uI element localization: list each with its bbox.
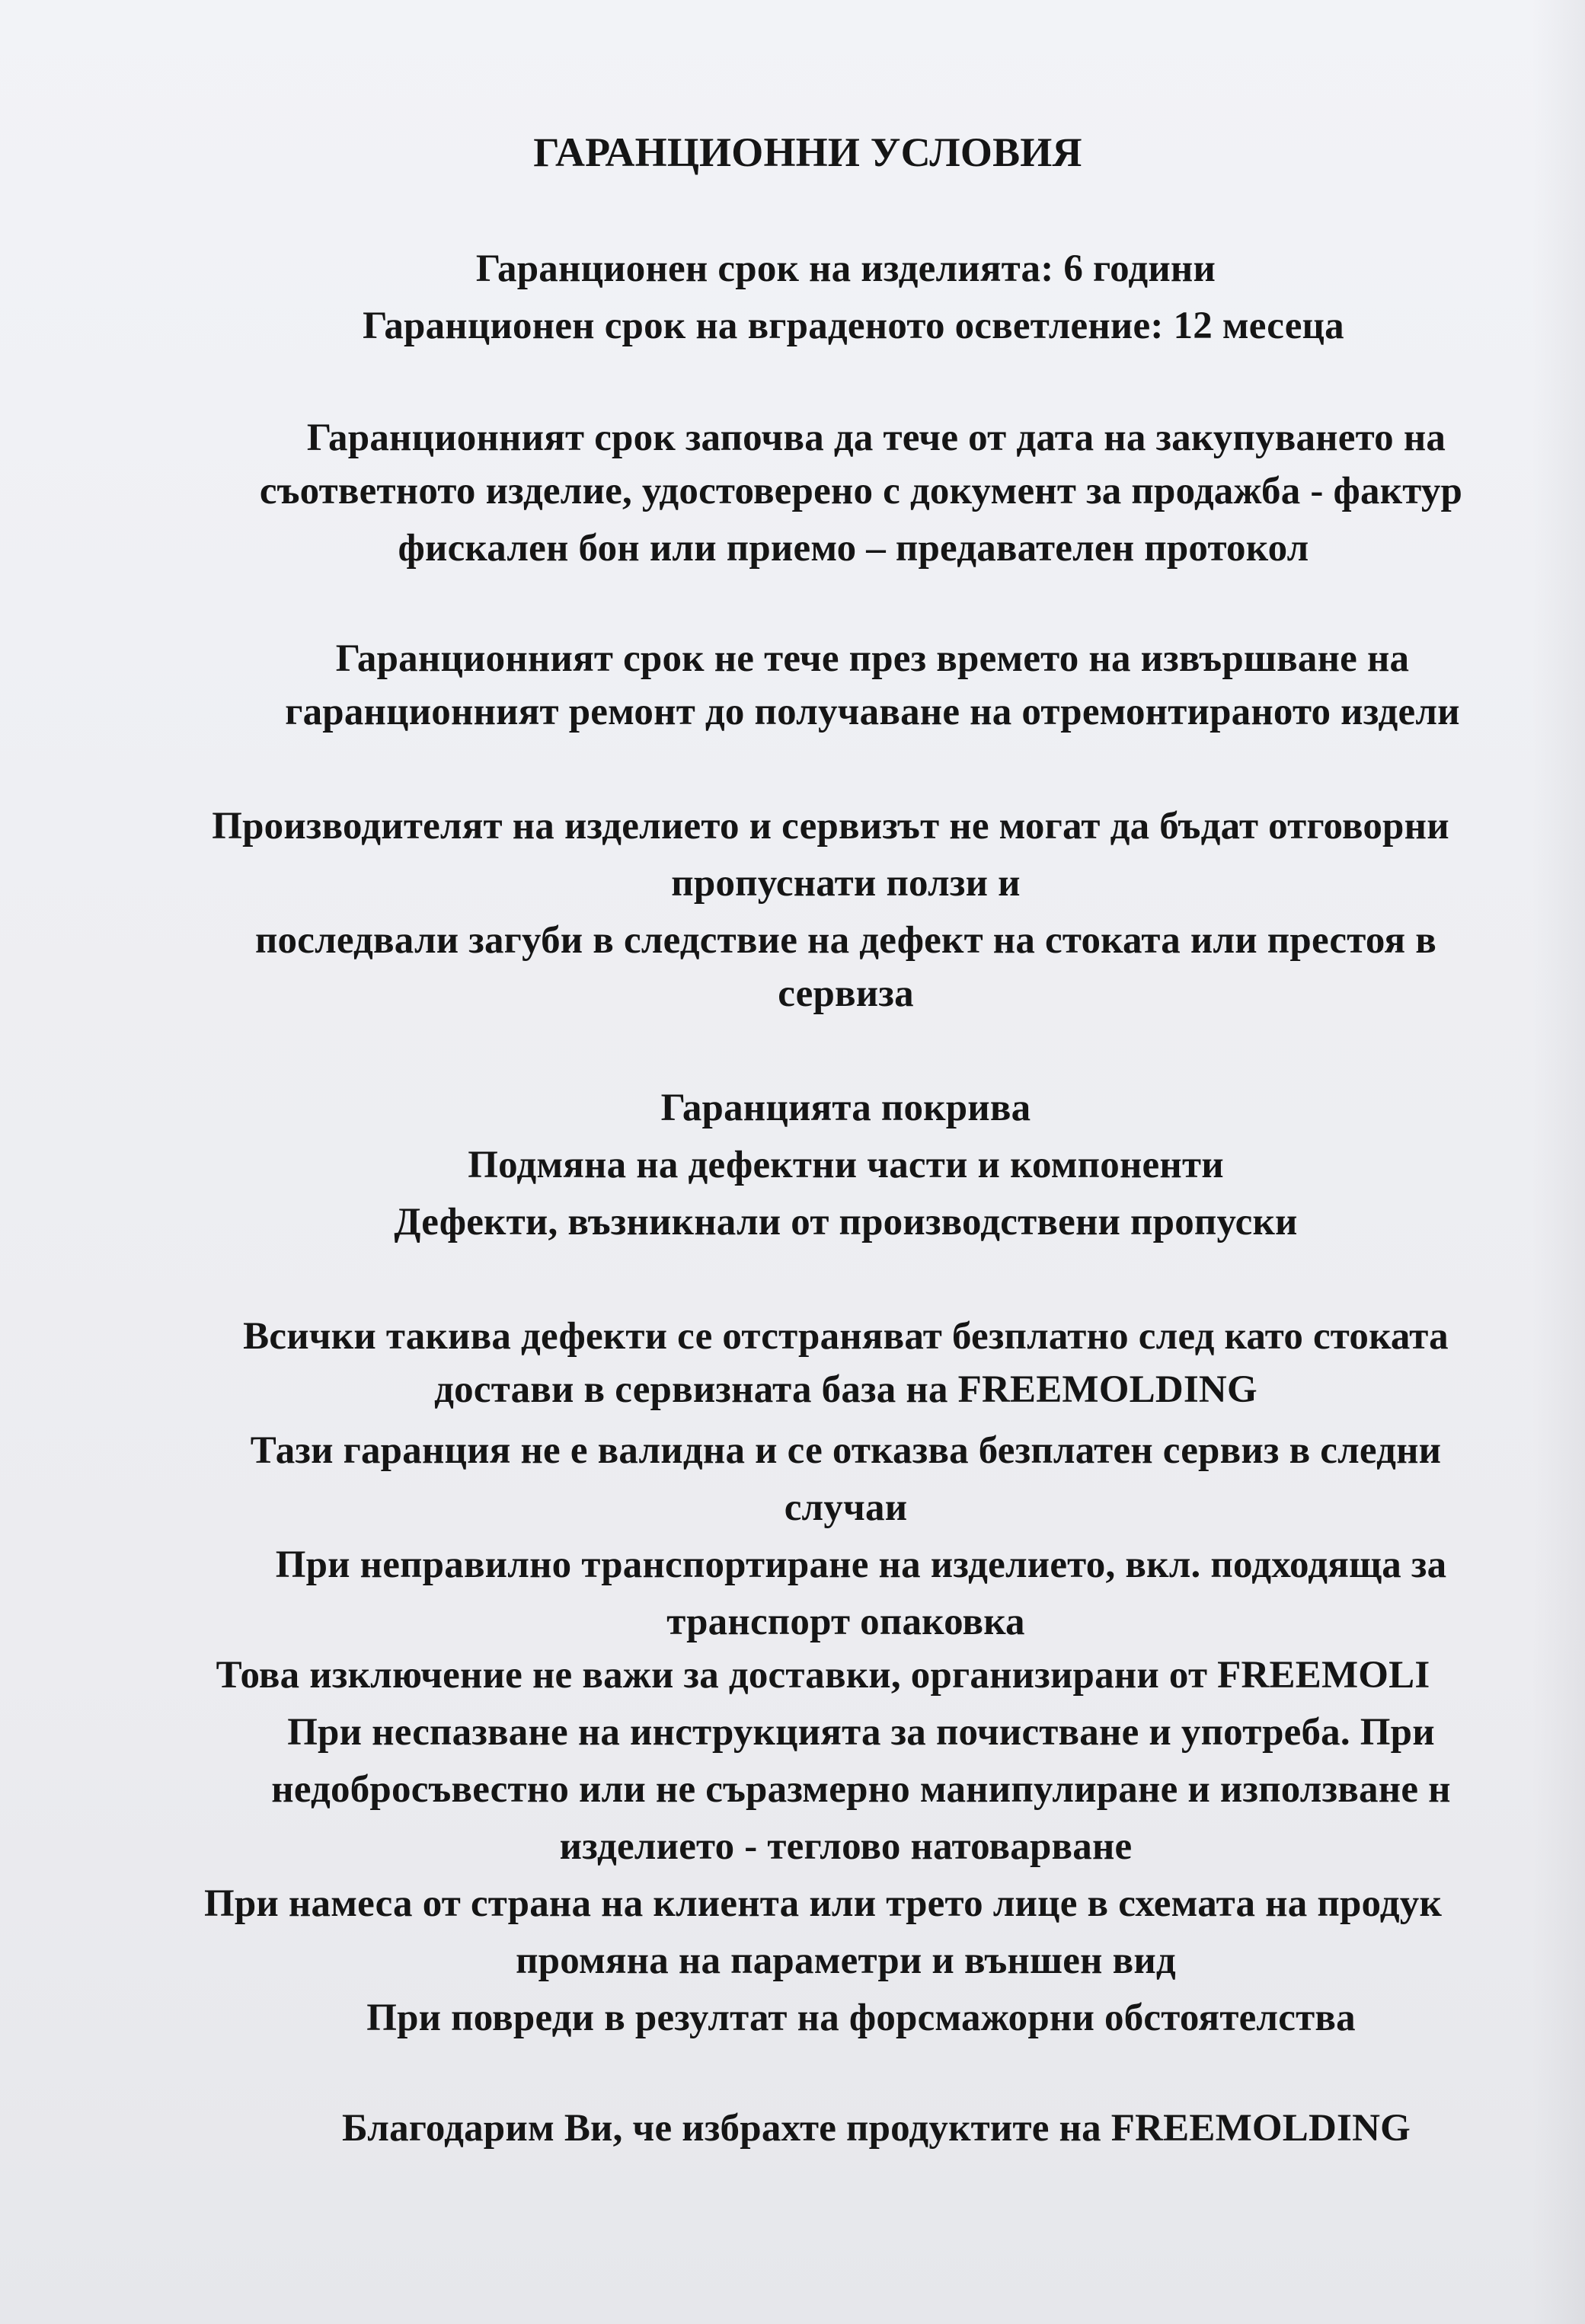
coverage-item-defects: Дефекти, възникнали от производствени пропуски xyxy=(394,1201,1298,1243)
exclusions-intro-line-2: случаи xyxy=(784,1486,908,1529)
paragraph-liability-line-3: последвали загуби в следствие на дефект на стоката или престоя в xyxy=(254,919,1437,962)
exclusion-transport-line-2: транспорт опаковка xyxy=(666,1601,1025,1643)
exclusion-misuse-line-2: недобросъвестно или не съразмерно манипулиране и използване н xyxy=(271,1768,1451,1811)
warranty-period-lighting: Гаранционен срок на вграденото осветление: 12 месеца xyxy=(363,305,1344,347)
paragraph-start-line-2: съответното изделие, удостоверено с документ за продажба - фактур xyxy=(259,470,1463,512)
paragraph-liability-line-4: сервиза xyxy=(778,972,914,1015)
paragraph-repair-free-line-2: достави в сервизната база на FREEMOLDING xyxy=(434,1368,1257,1411)
coverage-item-parts: Подмяна на дефектни части и компоненти xyxy=(468,1144,1224,1186)
coverage-heading: Гаранцията покрива xyxy=(660,1087,1031,1129)
exclusions-intro-line-1: Тази гаранция не е валидна и се отказва безплатен сервиз в следни xyxy=(250,1429,1442,1472)
warranty-period-products: Гаранционен срок на изделията: 6 години xyxy=(475,247,1216,290)
exclusion-misuse-line-1: При неспазване на инструкцията за почистване и употреба. При xyxy=(287,1711,1435,1754)
paragraph-start-line-1: Гаранционният срок започва да тече от дата на закупуването на xyxy=(306,417,1446,459)
exclusion-interference-line-2: промяна на параметри и външен вид xyxy=(516,1939,1176,1982)
exclusion-transport-line-1: При неправилно транспортиране на изделието, вкл. подходяща за xyxy=(275,1543,1447,1586)
paragraph-repair-line-1: Гаранционният срок не тече през времето на извършване на xyxy=(335,637,1410,680)
paragraph-liability-line-2: пропуснати ползи и xyxy=(671,862,1021,905)
paragraph-repair-free-line-1: Всички такива дефекти се отстраняват безплатно след като стоката xyxy=(243,1315,1449,1358)
exclusion-deliveries: Това изключение не важи за доставки, организирани от FREEMOLI xyxy=(216,1654,1430,1697)
paragraph-repair-line-2: гаранционният ремонт до получаване на отремонтираното издели xyxy=(285,691,1460,733)
exclusion-force-majeure: При повреди в резултат на форсмажорни обстоятелства xyxy=(366,1997,1356,2039)
closing-thanks: Благодарим Ви, че избрахте продуктите на FREEMOLDING xyxy=(342,2107,1411,2150)
paragraph-start-line-3: фискален бон или приемо – предавателен протокол xyxy=(398,527,1309,570)
exclusion-misuse-line-3: изделието - теглово натоварване xyxy=(559,1825,1133,1868)
exclusion-interference-line-1: При намеса от страна на клиента или трето лице в схемата на продук xyxy=(203,1882,1443,1925)
document-title: ГАРАНЦИОННИ УСЛОВИЯ xyxy=(533,129,1082,175)
paragraph-liability-line-1: Производителят на изделието и сервизът не могат да бъдат отговорни xyxy=(212,805,1449,848)
